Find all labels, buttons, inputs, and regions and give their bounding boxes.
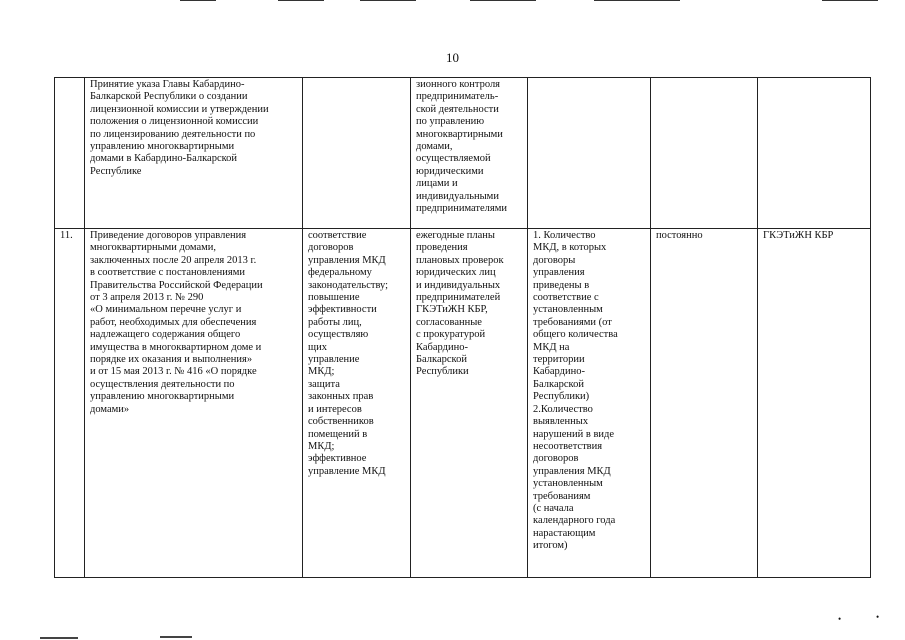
scan-mark-2 [160, 636, 192, 638]
basis-cell: ежегодные планы проведения плановых проверок юридических лиц и индивидуальных предпринимателей ГКЭТиЖН КБР, согласованные с прокуратурой Кабардино- Балкарской Республики [411, 229, 528, 578]
result-cell: соответствие договоров управления МКД федеральному законодательству; повышение эффективности работы лиц, осуществляю щих управление МКД; защита законных прав и интересов собственников помещений в МКД; эффективное управление МКД [303, 229, 411, 578]
top-rule-4 [470, 0, 536, 1]
plan-table [54, 77, 871, 578]
measure-cell: Принятие указа Главы Кабардино- Балкарской Республики о создании лицензионной комиссии и утверждении положения о лицензионной комиссии по лицензированию деятельности по управлению многоквартирными домами в Кабардино-Балкарской Республике [85, 78, 303, 229]
top-rule-6 [822, 0, 878, 1]
term-cell [651, 78, 758, 229]
row-number [55, 78, 85, 229]
executor-cell: ГКЭТиЖН КБР [758, 229, 871, 578]
term-cell: постоянно [651, 229, 758, 578]
scan-dot-1: • [838, 614, 842, 624]
table-row [55, 78, 871, 229]
top-rule-5 [594, 0, 680, 1]
scan-mark-1 [40, 637, 78, 639]
executor-cell [758, 78, 871, 229]
top-rule-1 [180, 0, 216, 1]
scan-dot-2: • [876, 612, 880, 622]
row-number: 11. [55, 229, 85, 578]
result-cell [303, 78, 411, 229]
table-row [55, 229, 871, 578]
top-rule-2 [278, 0, 324, 1]
indicator-cell [528, 78, 651, 229]
measure-cell: Приведение договоров управления многоквартирными домами, заключенных после 20 апреля 2013 г. в соответствие с постановлениями Правительства Российской Федерации от 3 апреля 2013 г. № 290 «О минимальном перечне услуг и работ, необходимых для обеспечения надлежащего содержания общего имущества в многоквартирном доме и порядке их оказания и выполнения» и от 15 мая 2013 г. № 416 «О порядке осуществления деятельности по управлению многоквартирными домами» [85, 229, 303, 578]
page-number: 10 [446, 50, 459, 65]
top-rule-3 [360, 0, 416, 1]
basis-cell: зионного контроля предприниматель- ской деятельности по управлению многоквартирными домами, осуществляемой юридическими лицами и индивидуальными предпринимателями [411, 78, 528, 229]
indicator-cell: 1. Количество МКД, в которых договоры управления приведены в соответствие с установленным требованиями (от общего количества МКД на территории Кабардино- Балкарской Республики) 2.Количество выявленных нарушений в виде несоответствия договоров управления МКД установленным требованиям (с начала календарного года нарастающим итогом) [528, 229, 651, 578]
